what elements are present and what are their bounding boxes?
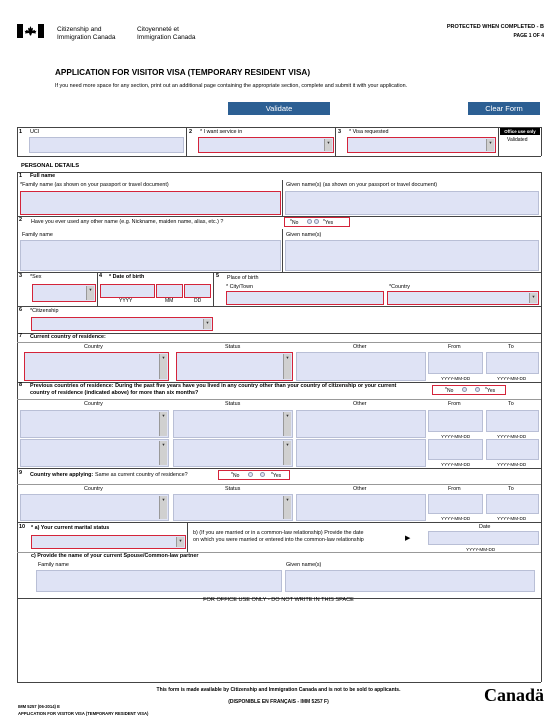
col-status: Status: [225, 344, 241, 350]
form-code: IMM 5257 (06-2014) E: [18, 704, 60, 709]
spouse-given-name-label: Given name(s): [286, 562, 322, 568]
other-family-name-input[interactable]: [20, 240, 281, 271]
prev-status-2-select[interactable]: [173, 439, 293, 467]
office-use-badge: Office use only: [500, 128, 540, 135]
personal-details-heading: PERSONAL DETAILS: [21, 163, 80, 169]
footer-french: (DISPONIBLE EN FRANÇAIS - IMM 5257 F): [228, 699, 329, 705]
validate-button[interactable]: Validate: [228, 102, 330, 115]
given-name-text: Given name(s): [286, 182, 322, 188]
footer-notice: This form is made available by Citizenship and Immigration Canada and is not to be sold to applicants.: [156, 687, 401, 693]
clear-form-button[interactable]: Clear Form: [468, 102, 540, 115]
same-radio-no-label: No: [232, 473, 240, 479]
prev-from-2-input[interactable]: [428, 439, 483, 460]
other-name-question: Have you ever used any other name (e.g. Nickname, maiden name, alias, etc.) ?: [31, 219, 224, 225]
same-radio-yes[interactable]: * Yes: [271, 472, 282, 479]
canada-flag-icon: [17, 24, 44, 38]
radio-no-circle[interactable]: [307, 219, 312, 224]
radio-yes[interactable]: * Yes: [323, 219, 334, 226]
marriage-date-hint: YYYY-MM-DD: [466, 547, 496, 552]
dept-en-line2: Immigration Canada: [57, 34, 116, 41]
current-country-select[interactable]: [24, 352, 169, 381]
dob-dd-hint: DD: [194, 298, 202, 304]
dept-fr-line2: Immigration Canada: [137, 34, 196, 41]
dob-month-input[interactable]: [156, 284, 183, 298]
prev-other-2-input[interactable]: [296, 439, 426, 467]
marriage-date-input[interactable]: [428, 531, 539, 545]
prev-col-to: To: [508, 401, 514, 407]
instructions: If you need more space for any section, print out an additional page containing the appropriate section, complete and submit it with your application.: [55, 83, 408, 89]
chevron-down-icon: [159, 412, 167, 436]
family-name-input[interactable]: [20, 191, 281, 215]
city-input[interactable]: [226, 291, 384, 305]
dept-fr-line1: Citoyenneté et: [137, 26, 179, 33]
prev-to-1-hint: YYYY-MM-DD: [497, 434, 527, 439]
footer-form-title: APPLICATION FOR VISITOR VISA (TEMPORARY RESIDENT VISA): [18, 711, 149, 716]
same-radio-no[interactable]: * No: [231, 472, 240, 479]
other-family-name-label: Family name: [22, 232, 53, 238]
dob-day-input[interactable]: [184, 284, 211, 298]
chevron-down-icon: [283, 412, 291, 436]
protected-label: PROTECTED WHEN COMPLETED - B: [446, 24, 544, 30]
uci-input[interactable]: [29, 137, 184, 153]
current-from-input[interactable]: [428, 352, 483, 374]
current-from-hint: YYYY-MM-DD: [441, 376, 471, 381]
other-given-name-label: Given name(s): [286, 232, 322, 238]
service-language-select[interactable]: [198, 137, 334, 153]
validated-label: Validated: [507, 137, 528, 143]
chevron-down-icon: [283, 354, 291, 379]
prev-from-1-hint: YYYY-MM-DD: [441, 434, 471, 439]
service-language-label: * I want service in: [200, 129, 243, 135]
given-name-note: (as shown on your passport or travel document): [322, 182, 438, 188]
marriage-date-label: Date: [479, 524, 491, 530]
prev-other-1-input[interactable]: [296, 410, 426, 438]
chevron-down-icon: [86, 286, 94, 300]
chevron-down-icon: [159, 496, 167, 519]
family-name-label: *Family name (as shown on your passport or travel document): [20, 182, 169, 188]
same-radio-no-circle[interactable]: [248, 472, 253, 477]
office-use-notice: FOR OFFICE USE ONLY - DO NOT WRITE IN THIS SPACE: [203, 597, 354, 603]
col-other: Other: [353, 344, 367, 350]
prev-status-1-select[interactable]: [173, 410, 293, 438]
apply-to-hint: YYYY-MM-DD: [497, 516, 527, 521]
prev-country-1-select[interactable]: [20, 410, 169, 438]
apply-country-select[interactable]: [20, 494, 169, 521]
spouse-family-name-input[interactable]: [36, 570, 282, 592]
chevron-down-icon: [324, 139, 332, 151]
col-country: Country: [84, 344, 103, 350]
chevron-down-icon: [486, 139, 494, 151]
visa-requested-select[interactable]: [347, 137, 496, 153]
radio-yes-circle[interactable]: [314, 219, 319, 224]
marriage-date-text1: b) (If you are married or in a common-law relationship) Provide the date: [193, 530, 364, 536]
prev-radio-yes-label: Yes: [486, 388, 496, 394]
spouse-family-name-label: Family name: [38, 562, 69, 568]
form-title: APPLICATION FOR VISITOR VISA (TEMPORARY RESIDENT VISA): [55, 68, 311, 77]
marital-status-label: * a) Your current marital status: [31, 525, 110, 531]
prev-col-from: From: [448, 401, 461, 407]
country-applying-label: Country where applying:: [30, 472, 94, 478]
prev-col-country: Country: [84, 401, 103, 407]
sex-select[interactable]: [32, 284, 96, 302]
marital-status-select[interactable]: [31, 535, 186, 549]
prev-to-2-hint: YYYY-MM-DD: [497, 462, 527, 467]
same-as-residence-label: Same as current country of residence?: [95, 472, 188, 478]
same-radio-yes-circle[interactable]: [260, 472, 265, 477]
visa-requested-label: * Visa requested: [349, 129, 389, 135]
previous-residence-text1: Previous countries of residence: During the past five years have you lived in any country other than your country of citizenship or your current: [30, 383, 397, 389]
chevron-down-icon: [159, 354, 167, 379]
dob-year-input[interactable]: [100, 284, 155, 298]
canada-wordmark: Canadä: [483, 685, 544, 705]
apply-from-input[interactable]: [428, 494, 483, 514]
chevron-down-icon: [283, 496, 291, 519]
prev-radio-no[interactable]: * No: [445, 387, 454, 394]
dob-label: * Date of birth: [109, 274, 145, 280]
prev-from-2-hint: YYYY-MM-DD: [441, 462, 471, 467]
current-status-select[interactable]: [176, 352, 293, 381]
current-other-input[interactable]: [296, 352, 426, 381]
radio-yes-label: Yes: [324, 220, 334, 226]
radio-no-label: No: [291, 220, 299, 226]
prev-from-1-input[interactable]: [428, 410, 483, 432]
prev-radio-yes[interactable]: * Yes: [485, 387, 496, 394]
other-given-name-input[interactable]: [285, 240, 539, 271]
apply-col-from: From: [448, 486, 461, 492]
prev-radio-yes-circle[interactable]: [475, 387, 480, 392]
dob-mm-hint: MM: [165, 298, 174, 304]
chevron-down-icon: [283, 441, 291, 465]
dept-en-line1: Citizenship and: [57, 26, 102, 33]
apply-to-input[interactable]: [486, 494, 539, 514]
marriage-date-text2: on which you were married or entered into the common-law relationship: [193, 537, 364, 543]
city-label: * City/Town: [226, 284, 253, 290]
prev-col-other: Other: [353, 401, 367, 407]
current-residence-label: Current country of residence:: [30, 334, 106, 340]
sex-label: *Sex: [30, 274, 42, 280]
prev-country-2-select[interactable]: [20, 439, 169, 467]
same-radio-yes-label: Yes: [272, 473, 282, 479]
dept-fr: [137, 26, 196, 42]
apply-col-to: To: [508, 486, 514, 492]
apply-other-input[interactable]: [296, 494, 426, 521]
apply-status-select[interactable]: [173, 494, 293, 521]
full-name-label: Full name: [30, 173, 56, 179]
prev-radio-no-label: No: [446, 388, 454, 394]
given-name-label: [286, 182, 437, 189]
spouse-given-name-input[interactable]: [285, 570, 535, 592]
apply-col-country: Country: [84, 486, 103, 492]
chevron-down-icon: [529, 293, 537, 303]
previous-residence-radio-group[interactable]: [432, 385, 506, 395]
spouse-name-label: c) Provide the name of your current Spouse/Common-law partner: [31, 553, 199, 559]
chevron-down-icon: [176, 537, 184, 547]
country-of-birth-select[interactable]: [387, 291, 539, 305]
current-to-hint: YYYY-MM-DD: [497, 376, 527, 381]
family-name-note: (as shown on your passport or travel document): [54, 182, 169, 188]
col-to: To: [508, 344, 514, 350]
prev-col-status: Status: [225, 401, 241, 407]
prev-radio-no-circle[interactable]: [462, 387, 467, 392]
current-to-input[interactable]: [486, 352, 539, 374]
chevron-down-icon: [159, 441, 167, 465]
apply-col-status: Status: [225, 486, 241, 492]
country-of-birth-label: *Country: [389, 284, 410, 290]
dept-en: [57, 26, 116, 42]
page-number: PAGE 1 OF 4: [513, 33, 544, 39]
uci-label: UCI: [30, 129, 40, 135]
chevron-down-icon: [203, 319, 211, 329]
arrow-right-icon: ▶: [405, 535, 411, 542]
prev-to-2-input[interactable]: [486, 439, 539, 460]
previous-residence-text2: country of residence (indicated above) for more than six months?: [30, 390, 199, 396]
apply-from-hint: YYYY-MM-DD: [441, 516, 471, 521]
prev-to-1-input[interactable]: [486, 410, 539, 432]
radio-no[interactable]: * No: [290, 219, 299, 226]
family-name-text: Family name: [22, 182, 53, 188]
col-from: From: [448, 344, 461, 350]
same-as-residence-radio-group[interactable]: [218, 470, 290, 480]
citizenship-label: *Citizenship: [30, 308, 59, 314]
given-name-input[interactable]: [285, 191, 539, 215]
citizenship-select[interactable]: [31, 317, 213, 331]
apply-col-other: Other: [353, 486, 367, 492]
other-name-radio-group[interactable]: [284, 217, 350, 227]
place-of-birth-label: Place of birth: [227, 275, 259, 281]
dob-yyyy-hint: YYYY: [119, 298, 133, 304]
